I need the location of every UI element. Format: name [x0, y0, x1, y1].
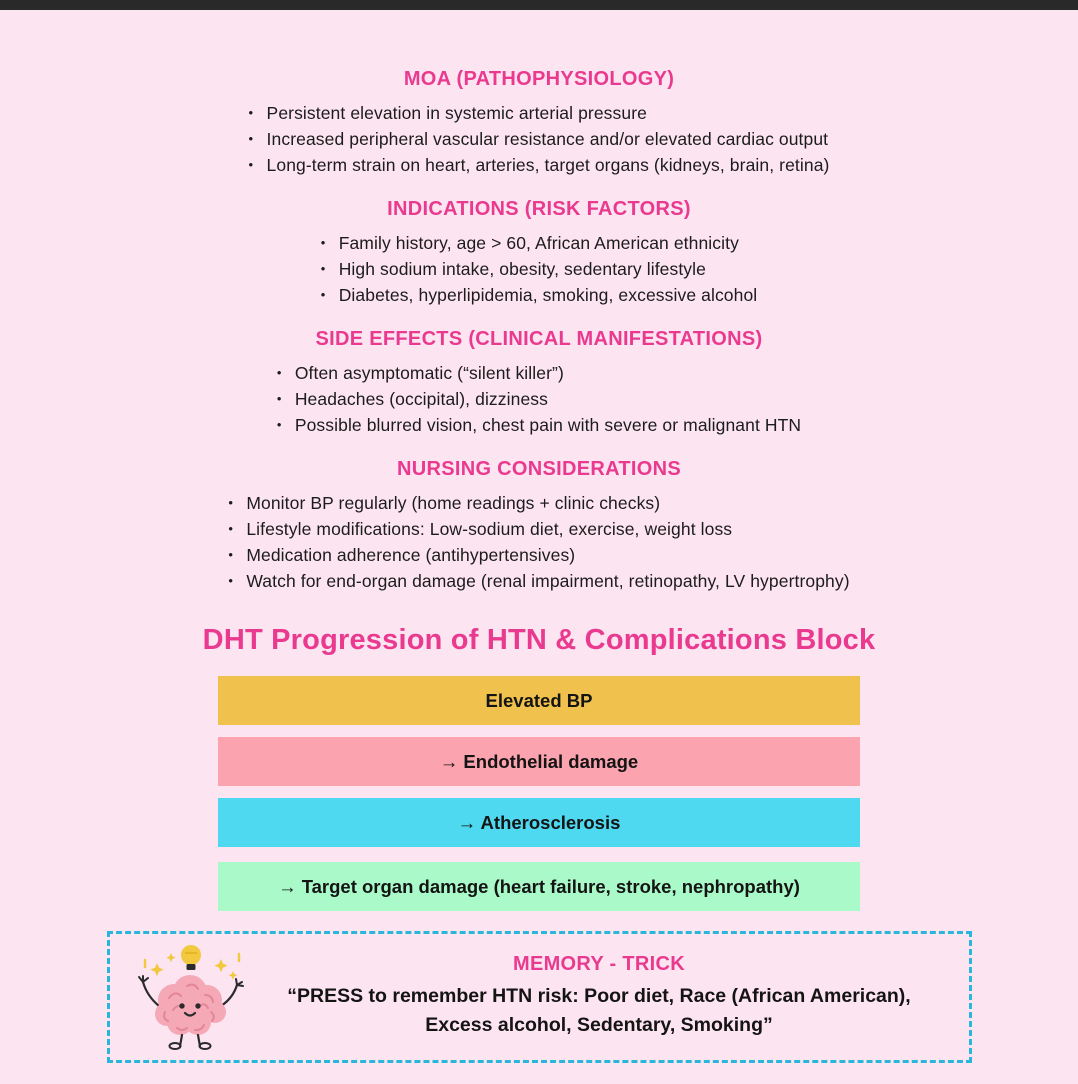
bullet-list-side-effects	[277, 360, 801, 438]
bullet-item: • Headaches (occipital), dizziness	[277, 386, 801, 412]
bullet-list-moa	[249, 100, 830, 178]
bullet-item: • Possible blurred vision, chest pain with severe or malignant HTN	[277, 412, 801, 438]
memory-trick-box	[107, 931, 972, 1063]
bullet-item: • Family history, age > 60, African American ethnicity	[321, 230, 758, 256]
bullet-item: • Long-term strain on heart, arteries, target organs (kidneys, brain, retina)	[249, 152, 830, 178]
section-moa	[0, 68, 1078, 178]
progression-title: DHT Progression of HTN & Complications Block	[202, 624, 876, 656]
section-side-effects	[0, 328, 1078, 438]
bullet-item: • Lifestyle modifications: Low-sodium diet, exercise, weight loss	[228, 516, 849, 542]
bullet-item: • Monitor BP regularly (home readings + clinic checks)	[228, 490, 849, 516]
section-title-side-effects: SIDE EFFECTS (CLINICAL MANIFESTATIONS)	[315, 328, 763, 350]
memory-trick-text: “PRESS to remember HTN risk: Poor diet, Race (African American), Excess alcohol, Sedentary, Smoking”	[287, 984, 911, 1036]
section-title-nursing: NURSING CONSIDERATIONS	[396, 458, 682, 480]
section-indications	[0, 198, 1078, 308]
section-title-moa: MOA (PATHOPHYSIOLOGY)	[403, 68, 675, 90]
bullet-item: • Medication adherence (antihypertensives)	[228, 542, 849, 568]
bullet-list-nursing	[228, 490, 849, 594]
section-title-indications: INDICATIONS (RISK FACTORS)	[387, 198, 691, 220]
bullet-item: • Increased peripheral vascular resistance and/or elevated cardiac output	[249, 126, 830, 152]
bullet-item: • Often asymptomatic (“silent killer”)	[277, 360, 801, 386]
bullet-item: • Diabetes, hyperlipidemia, smoking, excessive alcohol	[321, 282, 758, 308]
flow-step-atherosclerosis: → Atherosclerosis	[218, 798, 860, 847]
top-border-bar	[0, 0, 1078, 10]
brain-lightbulb-mascot-icon	[124, 940, 256, 1050]
progression-flow-diagram	[218, 676, 860, 911]
bullet-item: • High sodium intake, obesity, sedentary lifestyle	[321, 256, 758, 282]
section-nursing	[0, 458, 1078, 594]
flow-step-elevated-bp: Elevated BP	[218, 676, 860, 725]
bullet-item: • Watch for end-organ damage (renal impairment, retinopathy, LV hypertrophy)	[228, 568, 849, 594]
memory-trick-content	[256, 951, 943, 1040]
memory-trick-title: MEMORY - TRICK	[513, 952, 685, 975]
flow-step-endothelial-damage: → Endothelial damage	[218, 737, 860, 786]
bullet-item: • Persistent elevation in systemic arterial pressure	[249, 100, 830, 126]
bullet-list-indications	[321, 230, 758, 308]
flow-step-target-organ-damage: → Target organ damage (heart failure, stroke, nephropathy)	[218, 862, 860, 911]
